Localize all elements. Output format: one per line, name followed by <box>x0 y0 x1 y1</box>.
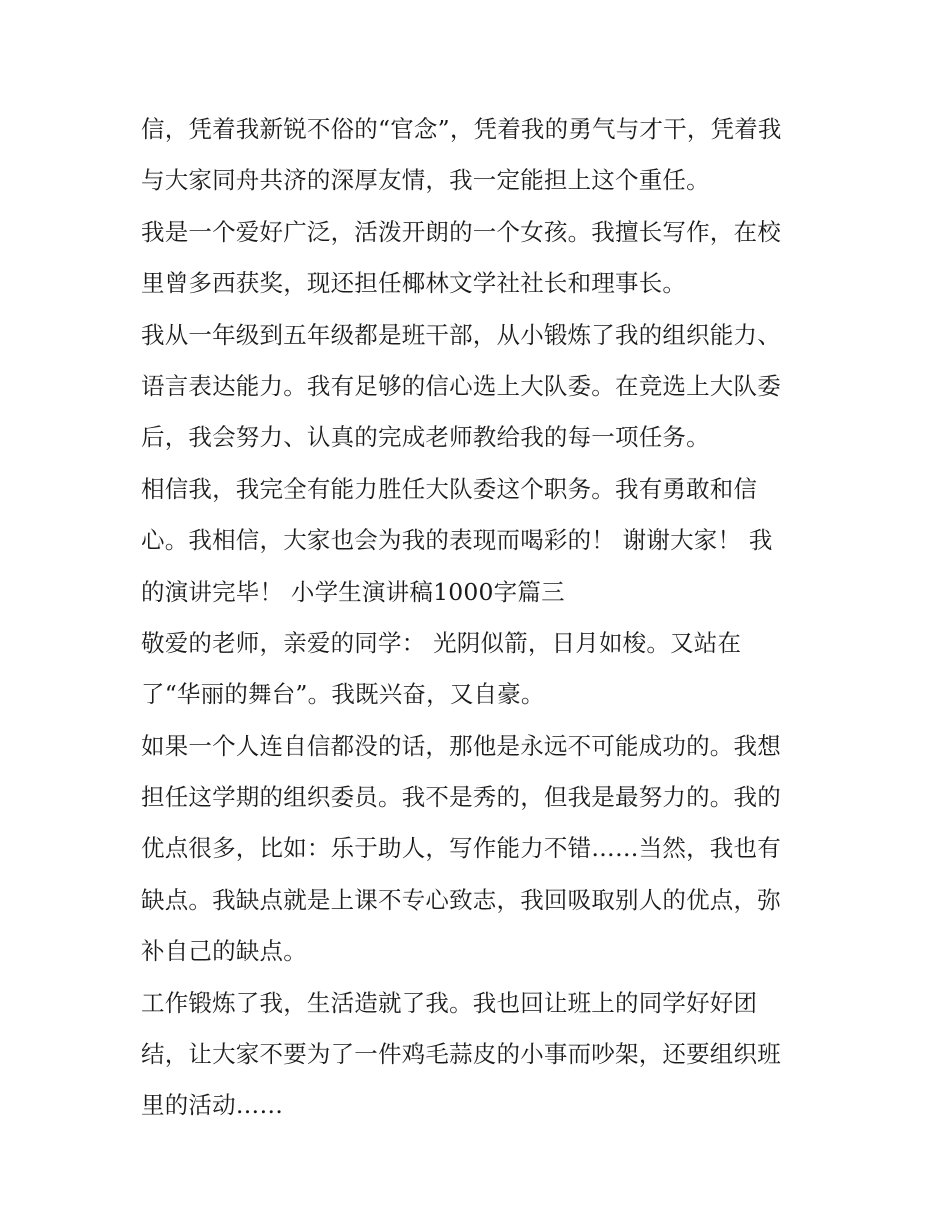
paragraph-7 <box>141 978 821 1132</box>
text-line: 结，让大家不要为了一件鸡毛蒜皮的小事而吵架，还要组织班 <box>141 1040 781 1069</box>
text-line: 补自己的缺点。 <box>141 937 307 966</box>
document-body <box>141 104 821 1132</box>
text-line: 担任这学期的组织委员。我不是秀的，但我是最努力的。我的 <box>141 783 781 812</box>
text-line: 心。我相信，大家也会为我的表现而喝彩的！ 谢谢大家！ 我 <box>141 526 773 555</box>
text-line: 里曾多西获奖，现还担任椰林文学社社长和理事长。 <box>141 269 687 298</box>
text-line: 了“华丽的舞台”。我既兴奋，又自豪。 <box>141 680 545 709</box>
paragraph-6 <box>141 721 821 978</box>
text-line: 我从一年级到五年级都是班干部，从小锻炼了我的组织能力、 <box>141 320 781 349</box>
paragraph-1 <box>141 104 821 207</box>
text-line: 的演讲完毕！ 小学生演讲稿1000字篇三 <box>141 577 565 606</box>
text-line: 优点很多，比如：乐于助人，写作能力不错……当然，我也有 <box>141 834 781 863</box>
paragraph-3 <box>141 310 821 464</box>
text-line: 语言表达能力。我有足够的信心选上大队委。在竞选上大队委 <box>141 371 781 400</box>
text-line: 如果一个人连自信都没的话，那他是永远不可能成功的。我想 <box>141 731 781 760</box>
text-line: 与大家同舟共济的深厚友情，我一定能担上这个重任。 <box>141 166 710 195</box>
text-line: 里的活动…… <box>141 1091 284 1120</box>
text-line: 敬爱的老师，亲爱的同学： 光阴似箭，日月如梭。又站在 <box>141 628 742 657</box>
text-line: 后，我会努力、认真的完成老师教给我的每一项任务。 <box>141 423 710 452</box>
paragraph-2 <box>141 207 821 310</box>
text-line: 工作锻炼了我，生活造就了我。我也回让班上的同学好好团 <box>141 988 758 1017</box>
text-line: 缺点。我缺点就是上课不专心致志，我回吸取别人的优点，弥 <box>141 885 781 914</box>
text-line: 信，凭着我新锐不俗的“官念”，凭着我的勇气与才干，凭着我 <box>141 115 782 143</box>
paragraph-4 <box>141 464 821 618</box>
text-line: 相信我，我完全有能力胜任大队委这个职务。我有勇敢和信 <box>141 474 758 503</box>
paragraph-5 <box>141 618 821 721</box>
text-line: 我是一个爱好广泛，活泼开朗的一个女孩。我擅长写作，在校 <box>141 217 781 246</box>
